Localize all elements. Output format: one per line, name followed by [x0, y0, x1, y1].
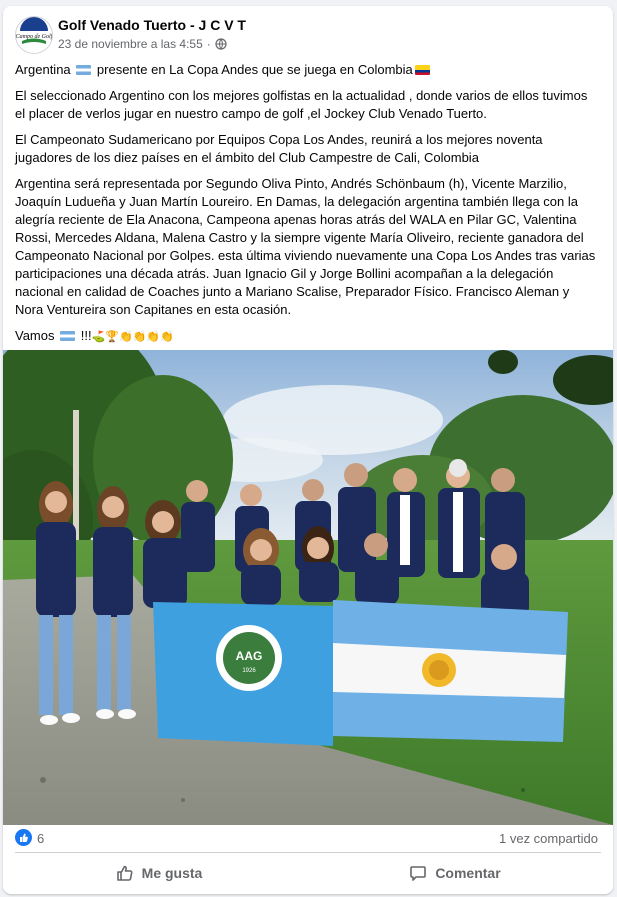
page-name[interactable]: Golf Venado Tuerto - J C V T	[58, 17, 246, 33]
like-button[interactable]	[11, 857, 307, 889]
paragraph-5	[15, 327, 601, 346]
globe-icon[interactable]	[215, 38, 227, 50]
post-timestamp[interactable]: 23 de noviembre a las 4:55	[58, 37, 203, 51]
paragraph-4: Argentina será representada por Segundo Oliva Pinto, Andrés Schönbaum (h), Vicente Marzilio, Joaquín Ludueña y Juan Martín Loureiro. En Damas, la delegación argentina también llega con la alegría reciente de Ela Anacona, Campeona apenas horas atrás del WALA en Pilar GC, Valentina Rossi, Mercedes Aldana, Malena Castro y la siempre vigente María Oliveiro, reciente ganadora del Campeonato Nacional por Golpes. esta última viviendo nuevamente una Copa Los Andes tras varias participaciones una década atrás. Juan Ignacio Gil y Jorge Bollini acompañan a la delegación nacional en calidad de Coaches junto a Mariano Scalise, Preparador Físico. Francisco Aleman y Nora Ventureira son Capitanes en esta ocasión.	[15, 176, 596, 317]
comment-icon	[409, 864, 427, 882]
p1-text-b: presente en La Copa Andes que se juega en Colombia	[96, 62, 413, 77]
comment-label: Comentar	[435, 865, 501, 881]
paragraph-3: El Campeonato Sudamericano por Equipos Copa Los Andes, reunirá a los mejores noventa jugadores de los diez países en el ámbito del Club Campestre de Cali, Colombia	[15, 132, 543, 165]
post-card	[3, 6, 613, 894]
p1-text-a: Argentina	[15, 62, 71, 77]
banner-text: AAG	[235, 649, 263, 663]
post-meta	[58, 37, 227, 51]
paragraph-1	[15, 61, 601, 79]
aag-banner	[153, 602, 335, 746]
thumbs-up-icon	[116, 864, 134, 882]
paragraph-2: El seleccionado Argentino con los mejores golfistas en la actualidad , donde varios de ellos tuvimos el placer de verlos jugar en nuestro campo de golf ,el Jockey Club Venado Tuerto.	[15, 88, 588, 121]
separator-dot: ·	[206, 37, 211, 51]
post-header	[3, 6, 613, 58]
p5-text-b: !!!	[80, 328, 92, 343]
golf-logo-icon	[16, 17, 52, 53]
like-count[interactable]: 6	[37, 831, 45, 846]
team-photo-illustration	[3, 350, 613, 825]
avatar-text: Campo de Golf	[16, 34, 52, 40]
post-body	[15, 61, 601, 354]
like-reaction-icon[interactable]	[15, 829, 32, 846]
p5-text-a: Vamos	[15, 328, 55, 343]
emoji-string: ⛳🏆👏👏👏👏	[91, 331, 174, 343]
colombia-flag-icon	[415, 65, 430, 75]
like-label: Me gusta	[141, 865, 203, 881]
banner-year: 1926	[242, 668, 256, 674]
share-count[interactable]: 1 vez compartido	[499, 831, 598, 846]
divider	[15, 852, 601, 853]
argentina-flag-icon	[60, 331, 75, 341]
page-avatar[interactable]	[15, 16, 53, 54]
argentina-flag-icon	[76, 65, 91, 75]
comment-button[interactable]	[307, 857, 603, 889]
argentina-flag	[333, 600, 568, 742]
post-stats	[3, 826, 613, 851]
post-photo[interactable]	[3, 350, 613, 825]
action-bar	[3, 854, 613, 892]
